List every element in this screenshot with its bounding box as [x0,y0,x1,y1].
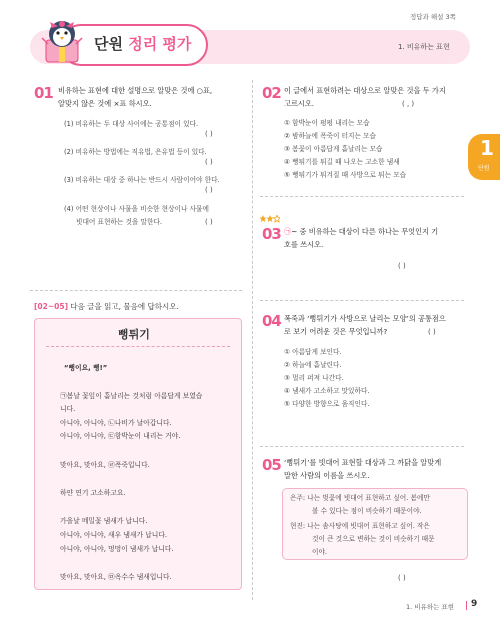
header-chapter: 1. 비유하는 표현 [398,43,450,51]
q1-paren4[interactable]: ( ) [205,218,213,226]
q1-opt4a: (4) 어떤 현상이나 사물을 비슷한 현상이나 사물에 [64,205,209,213]
side-tab-label: 단원 [478,165,490,172]
q4-paren[interactable]: ( ) [428,328,436,336]
q3-line1: ~ 중 비유하는 대상이 다른 하나는 무엇인지 기 [291,227,439,236]
q2-opt1: ① 함박눈이 펑펑 내리는 모습 [284,119,370,127]
q4-opt2: ② 하늘에 흩날린다. [284,361,342,369]
poem-line: 맞아요, 맞아요, ㉤옥수수 냄새입니다. [60,573,172,581]
q1-number: 01 [34,84,53,102]
answer-ref: 정답과 해설 3쪽 [410,13,456,21]
q2-stem [284,84,464,110]
q1-line1: 비유하는 표현에 대한 설명으로 알맞은 것에 ○표, [58,86,213,95]
header-title-b: 정리 평가 [128,35,192,53]
q5-box-line4: 것이 큰 것으로 변하는 것이 비슷하기 때문 [312,535,435,543]
q4-stem [284,312,468,338]
side-tab-number: 1 [480,136,494,160]
q3-paren[interactable]: ( ) [398,262,406,270]
poem-line: 하얀 연기 고소하고요. [60,489,126,497]
q1-opt4b: 빗대어 표현하는 것을 말한다. [76,218,163,226]
poem-line: 아니야, 아니야, 멍멍이 냄새가 납니다. [60,545,174,553]
q1-paren3[interactable]: ( ) [205,186,213,194]
penguin-mascot-icon [38,14,88,66]
q4-opt3: ③ 멀리 퍼져 나간다. [284,374,344,382]
q1-line2: 알맞지 않은 것에 ×표 하시오. [58,99,152,108]
q2-line1: 이 글에서 표현하려는 대상으로 알맞은 것을 두 가지 [284,86,446,95]
column-divider [252,80,253,600]
q1-paren2[interactable]: ( ) [205,158,213,166]
poem-line: “뻥이요, 뻥!” [64,364,108,372]
q2-opt4: ④ 뻥튀기를 튀길 때 나오는 고소한 냄새 [284,158,400,166]
q2-paren[interactable]: ( , ) [402,100,415,108]
q5-stem [284,456,468,482]
q3-line2: 호를 쓰시오. [284,240,324,249]
difficulty-stars-icon [260,215,280,223]
q3-number: 03 [262,225,281,243]
q3-stem [284,225,464,251]
q2-line2: 고르시오. [284,99,315,108]
q4-number: 04 [262,312,281,330]
passage-instruction [34,301,179,312]
q1-stem [58,84,248,110]
header-title [94,33,191,54]
q4-line1: 폭죽과 ‘뻥튀기가 사방으로 날리는 모양’의 공통점으 [284,314,446,323]
divider-q2-q3 [260,196,464,197]
poem-line: 아니야, 아니야, ㉡나비가 날아갑니다. [60,419,172,427]
passage-instruction-text: 다음 글을 읽고, 물음에 답하시오. [70,302,179,311]
q5-line2: 말한 사람의 이름을 쓰시오. [284,471,370,480]
q5-box-line2: 볼 수 있다는 점이 비슷하기 때문이야. [312,507,422,515]
q4-line2: 로 보기 어려운 것은 무엇입니까? [284,327,388,336]
q1-opt2: (2) 비유하는 방법에는 직유법, 은유법 등이 있다. [64,148,207,156]
divider-q4-q5 [260,446,464,447]
left-divider [30,290,242,291]
q1-opt3: (3) 비유하는 대상 중 하나는 반드시 사람이어야 한다. [64,176,220,184]
poem-line: 아니야, 아니야, 새우 냄새가 납니다. [60,531,168,539]
q5-box-line5: 이야. [312,548,328,556]
q5-paren[interactable]: ( ) [398,574,406,582]
q3-circle-start: ㉠ [284,227,292,236]
footer-chapter: 1. 비유하는 표현 [406,603,455,611]
poem-line: 맞아요, 맞아요, ㉣폭죽입니다. [60,461,150,469]
divider-q3-q4 [260,300,464,301]
poem-line: ㉠봄날 꽃잎이 흩날리는 것처럼 아름답게 보였습 [60,392,203,400]
q5-number: 05 [262,456,281,474]
q1-opt1: (1) 비유하는 두 대상 사이에는 공통점이 있다. [64,120,199,128]
q2-opt5: ⑤ 뻥튀기가 튀겨질 때 사방으로 튀는 모습 [284,171,407,179]
q1-paren1[interactable]: ( ) [205,130,213,138]
footer-separator [466,601,467,610]
q2-opt3: ③ 봄꽃이 아름답게 흩날리는 모습 [284,145,383,153]
q5-box-line1: 은주: 나는 벚꽃에 빗대어 표현하고 싶어. 봄에만 [290,494,430,502]
passage-title-rule [46,346,230,347]
header-title-a: 단원 [94,35,123,53]
q2-number: 02 [262,84,281,102]
passage-range: [02~05] [34,302,69,311]
passage-title: 뻥튀기 [118,328,150,341]
q4-opt4: ④ 냄새가 고소하고 맛있하다. [284,387,370,395]
page-number: 9 [471,599,478,609]
q4-opt5: ⑤ 다양한 방향으로 움직인다. [284,400,370,408]
poem-line: 가을날 메밀꽃 냄새가 납니다. [60,517,148,525]
q2-opt2: ② 밤하늘에 폭죽이 터지는 모습 [284,132,377,140]
q5-box-line3: 현진: 나는 솜사탕에 빗대어 표현하고 싶어. 작은 [290,522,430,530]
q5-line1: ‘뻥튀기’를 빗대어 표현할 대상과 그 까닭을 알맞게 [284,458,442,467]
poem-line: 아니야, 아니야, ㉢함박눈이 내리는 거야. [60,432,181,440]
poem-line: 니다. [60,405,76,413]
q4-opt1: ① 아름답게 보인다. [284,348,342,356]
